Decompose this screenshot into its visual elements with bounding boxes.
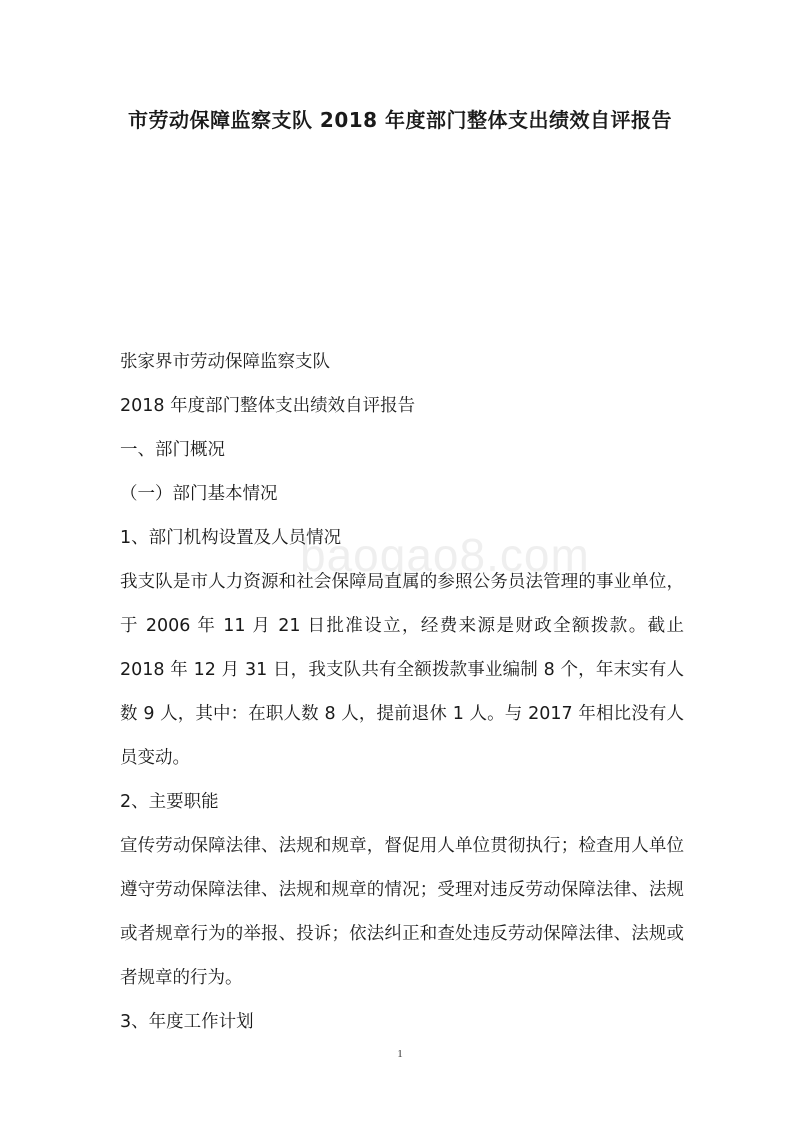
report-line: 2018 年度部门整体支出绩效自评报告 [120,396,416,416]
paragraph-staffing: 我支队是市人力资源和社会保障局直属的参照公务员法管理的事业单位，于 2006 年 11 月 21 日批准设立，经费来源是财政全额拨款。截止 2018 年 12 月 31 日，我支队共有全额拨款事业编制 8 个，年末实有人数 9 人，其中：在职人数 8 人，提前退休 1 人。与 2017 年相比没有人员变动。 [120,572,684,768]
org-line: 张家界市劳动保障监察支队 [120,352,330,372]
document-title: 市劳动保障监察支队 2018 年度部门整体支出绩效自评报告 [127,108,673,132]
paragraph-functions: 宣传劳动保障法律、法规和规章，督促用人单位贯彻执行；检查用人单位遵守劳动保障法律、法规和规章的情况；受理对违反劳动保障法律、法规或者规章行为的举报、投诉；依法纠正和查处违反劳动保障法律、法规或者规章的行为。 [120,836,684,988]
item-heading: 3、年度工作计划 [120,1012,254,1032]
subsection-heading: （一）部门基本情况 [120,484,278,504]
page-number: 1 [397,1048,403,1060]
item-heading: 2、主要职能 [120,792,219,812]
item-heading: 1、部门机构设置及人员情况 [120,528,342,548]
watermark: baogao8.com [300,529,590,581]
document-body [120,340,684,1044]
section-heading: 一、部门概况 [120,440,225,460]
